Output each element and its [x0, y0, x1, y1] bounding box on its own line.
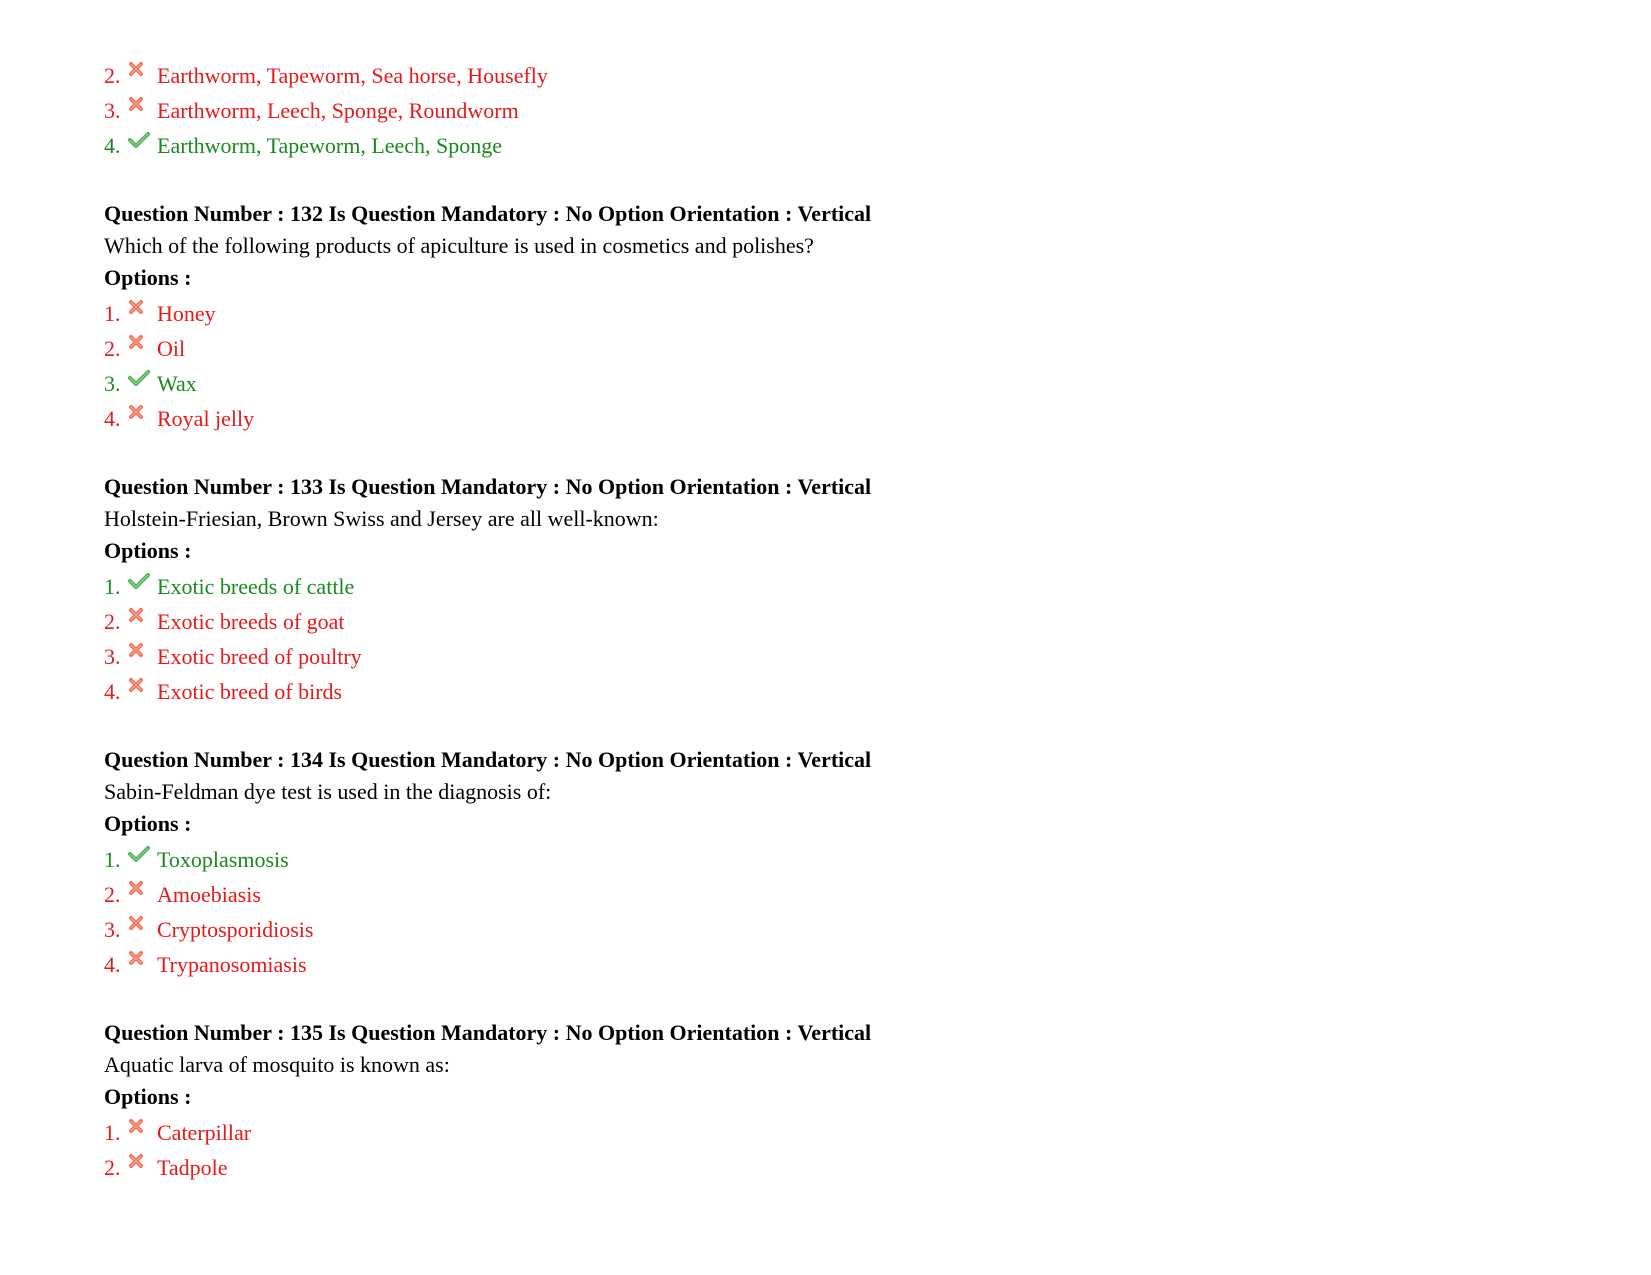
option-item [104, 877, 1504, 912]
option-item [104, 1150, 1504, 1185]
option-text: Exotic breeds of cattle [157, 574, 355, 599]
leading-options-list [104, 58, 1504, 163]
cross-icon [128, 674, 152, 709]
option-item [104, 604, 1504, 639]
option-number: 4. [104, 133, 121, 158]
question-header: Question Number : 133 Is Question Mandatory : No Option Orientation : Vertical [104, 474, 872, 499]
option-text: Amoebiasis [157, 882, 261, 907]
document-page [104, 58, 1504, 1185]
question-block [104, 471, 1504, 709]
option-text: Exotic breed of poultry [157, 644, 362, 669]
cross-icon [128, 639, 152, 674]
option-number: 4. [104, 406, 121, 431]
option-text: Caterpillar [157, 1120, 252, 1145]
cross-icon [128, 877, 152, 912]
cross-icon [128, 947, 152, 982]
option-item [104, 128, 1504, 163]
cross-icon [128, 401, 152, 436]
cross-icon [128, 1150, 152, 1185]
option-item [104, 842, 1504, 877]
options-list [104, 842, 1504, 982]
option-text: Cryptosporidiosis [157, 917, 314, 942]
option-text: Trypanosomiasis [157, 952, 307, 977]
option-number: 3. [104, 917, 121, 942]
options-list [104, 1115, 1504, 1185]
cross-icon [128, 912, 152, 947]
option-text: Honey [157, 301, 216, 326]
option-text: Royal jelly [157, 406, 255, 431]
option-number: 2. [104, 882, 121, 907]
question-header: Question Number : 135 Is Question Mandatory : No Option Orientation : Vertical [104, 1020, 872, 1045]
option-number: 2. [104, 63, 121, 88]
option-number: 4. [104, 952, 121, 977]
option-item [104, 296, 1504, 331]
question-text: Holstein-Friesian, Brown Swiss and Jersey are all well-known: [104, 506, 659, 531]
option-number: 3. [104, 644, 121, 669]
questions-list [104, 198, 1504, 1185]
question-block [104, 1017, 1504, 1185]
option-text: Earthworm, Leech, Sponge, Roundworm [157, 98, 519, 123]
cross-icon [128, 331, 152, 366]
option-number: 2. [104, 609, 121, 634]
check-icon [128, 569, 152, 604]
question-text: Which of the following products of apiculture is used in cosmetics and polishes? [104, 233, 814, 258]
option-item [104, 93, 1504, 128]
option-number: 1. [104, 847, 121, 872]
question-block [104, 744, 1504, 982]
question-text: Aquatic larva of mosquito is known as: [104, 1052, 450, 1077]
cross-icon [128, 1115, 152, 1150]
option-item [104, 912, 1504, 947]
check-icon [128, 366, 152, 401]
cross-icon [128, 604, 152, 639]
option-number: 2. [104, 1155, 121, 1180]
option-text: Exotic breed of birds [157, 679, 343, 704]
option-text: Wax [157, 371, 197, 396]
options-label: Options : [104, 811, 192, 836]
option-number: 2. [104, 336, 121, 361]
option-number: 1. [104, 1120, 121, 1145]
option-number: 3. [104, 98, 121, 123]
option-text: Earthworm, Tapeworm, Sea horse, Housefly [157, 63, 548, 88]
cross-icon [128, 58, 152, 93]
options-list [104, 296, 1504, 436]
options-label: Options : [104, 265, 192, 290]
option-number: 4. [104, 679, 121, 704]
check-icon [128, 842, 152, 877]
option-item [104, 947, 1504, 982]
check-icon [128, 128, 152, 163]
option-text: Tadpole [157, 1155, 228, 1180]
option-item [104, 58, 1504, 93]
option-item [104, 401, 1504, 436]
cross-icon [128, 93, 152, 128]
option-item [104, 674, 1504, 709]
cross-icon [128, 296, 152, 331]
option-number: 1. [104, 574, 121, 599]
question-header: Question Number : 132 Is Question Mandatory : No Option Orientation : Vertical [104, 201, 872, 226]
options-label: Options : [104, 1084, 192, 1109]
question-block [104, 198, 1504, 436]
option-text: Exotic breeds of goat [157, 609, 345, 634]
option-text: Earthworm, Tapeworm, Leech, Sponge [157, 133, 503, 158]
option-number: 1. [104, 301, 121, 326]
option-item [104, 569, 1504, 604]
option-item [104, 331, 1504, 366]
options-list [104, 569, 1504, 709]
option-text: Oil [157, 336, 186, 361]
options-label: Options : [104, 538, 192, 563]
question-text: Sabin-Feldman dye test is used in the diagnosis of: [104, 779, 552, 804]
option-number: 3. [104, 371, 121, 396]
option-item [104, 366, 1504, 401]
option-item [104, 1115, 1504, 1150]
option-text: Toxoplasmosis [157, 847, 289, 872]
question-header: Question Number : 134 Is Question Mandatory : No Option Orientation : Vertical [104, 747, 872, 772]
option-item [104, 639, 1504, 674]
